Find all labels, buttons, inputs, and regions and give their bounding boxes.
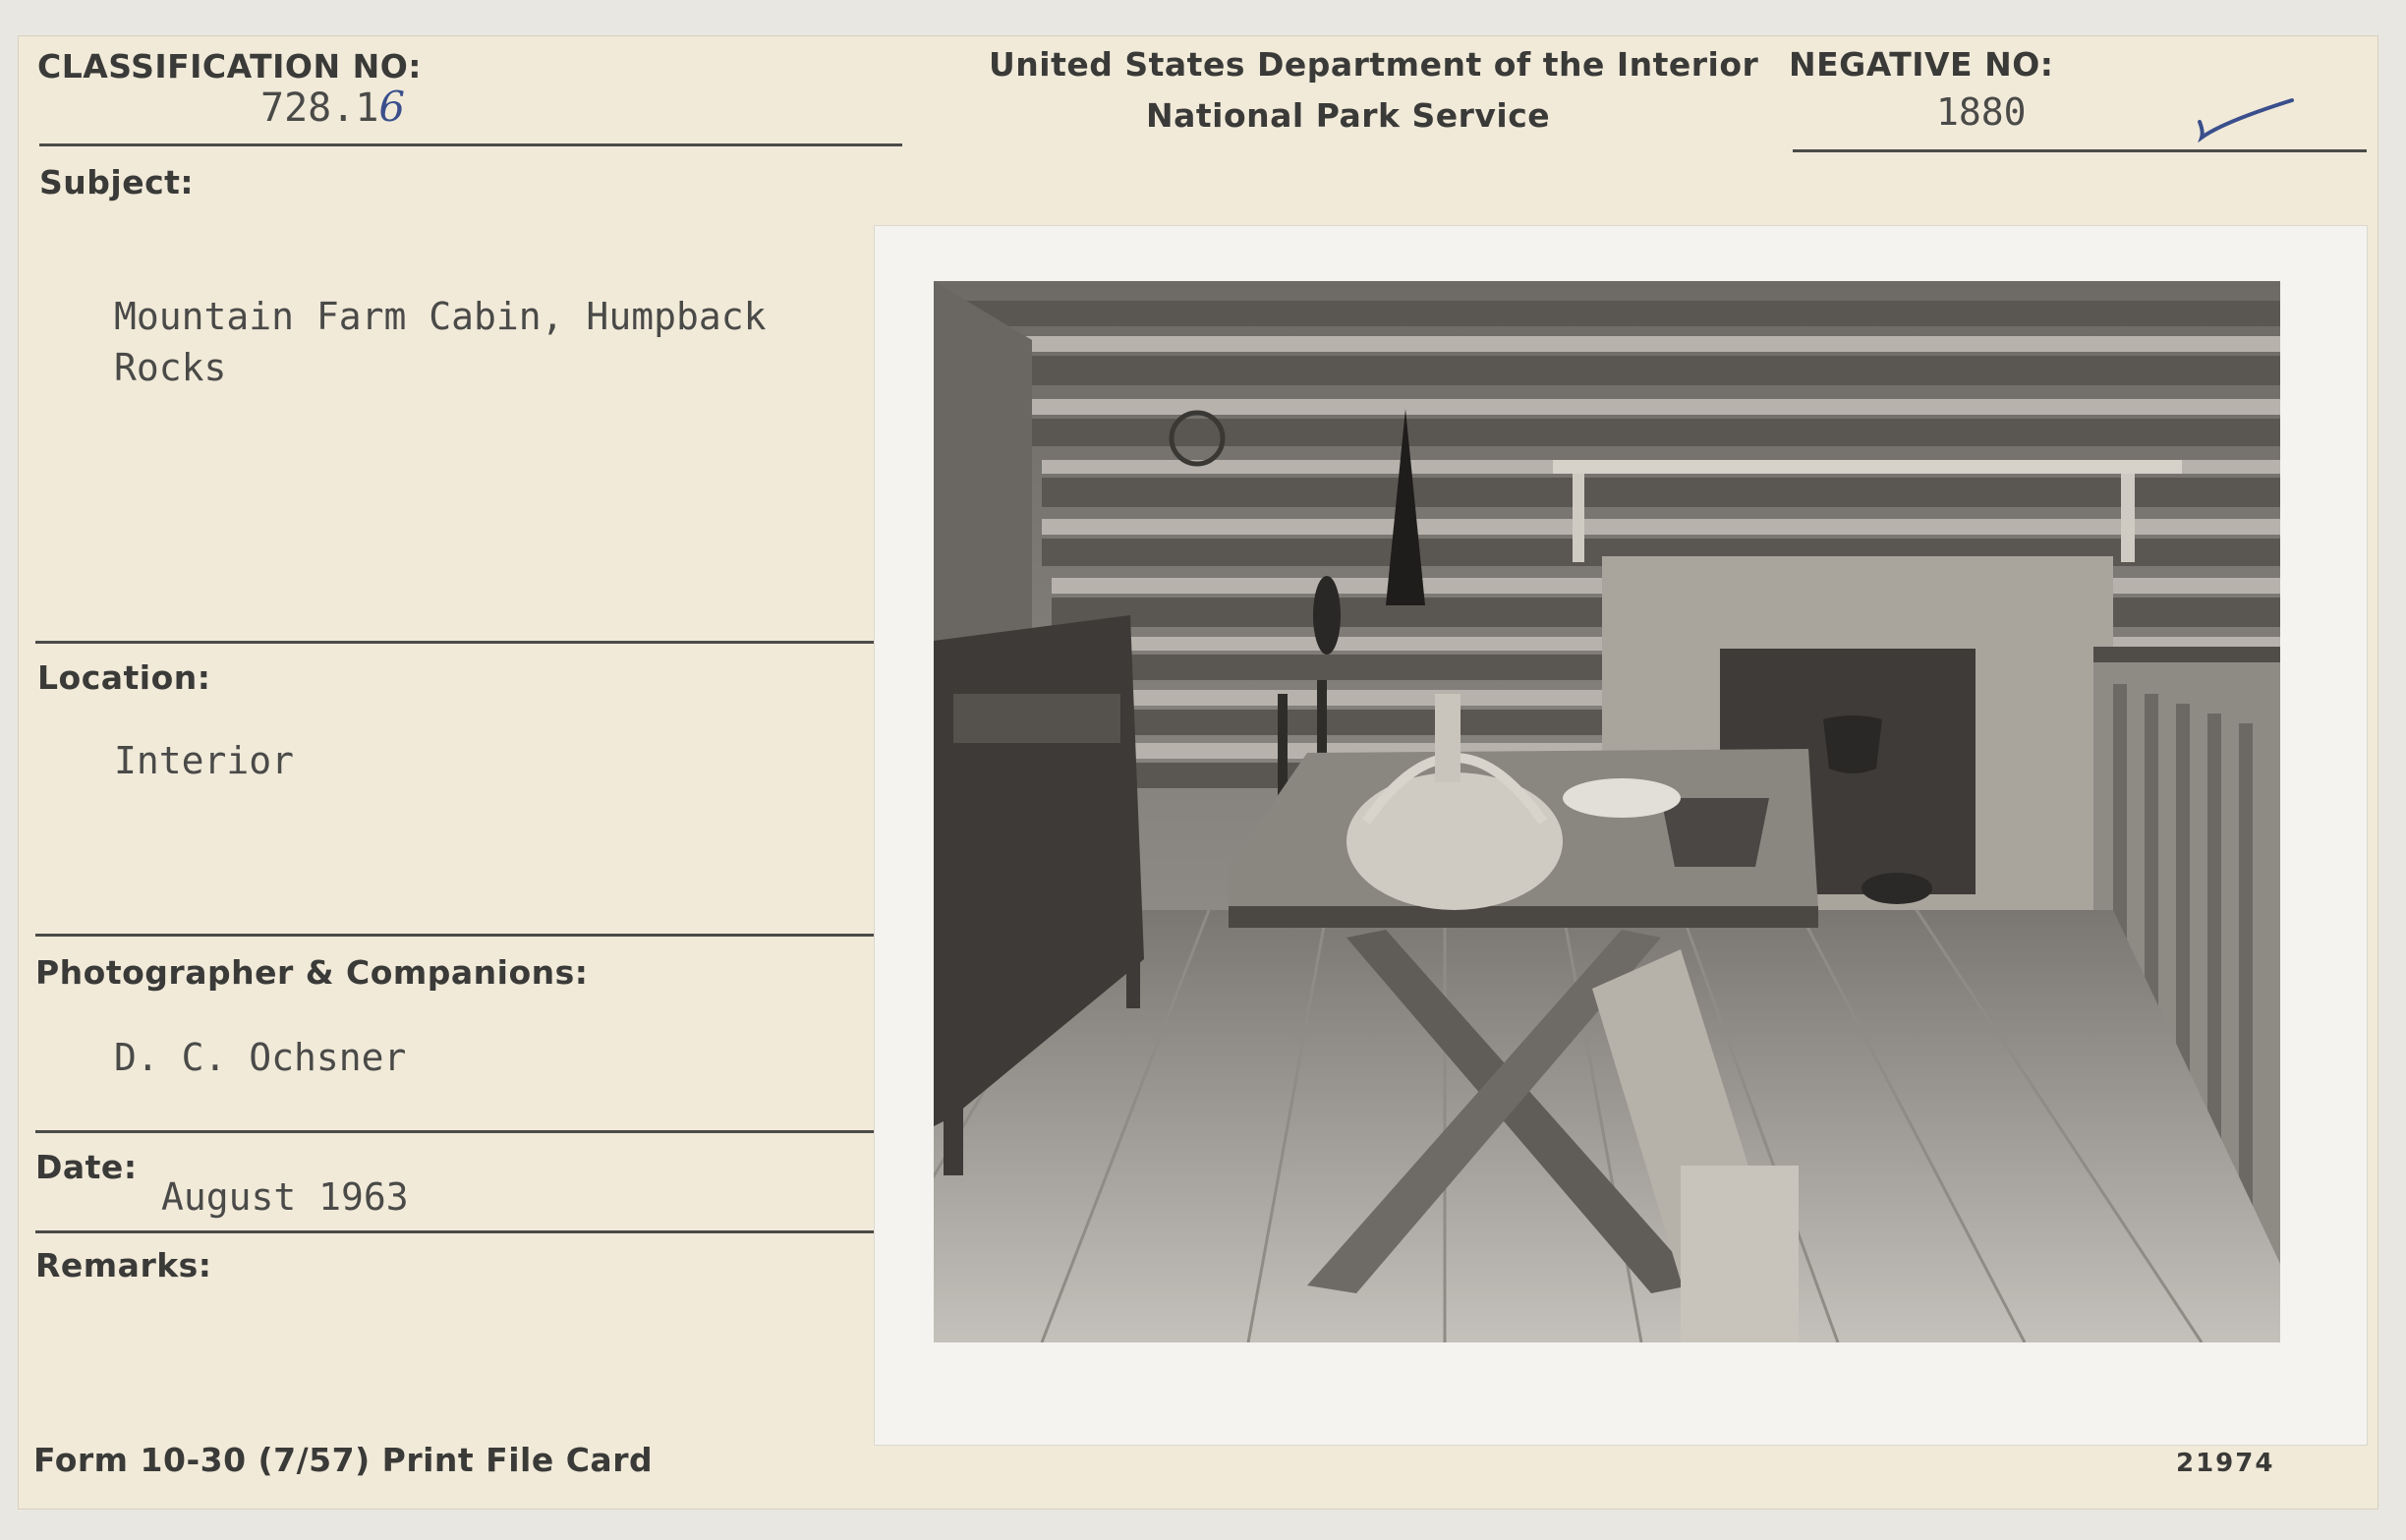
location-label: Location: <box>37 658 211 697</box>
remarks-label: Remarks: <box>35 1246 212 1284</box>
date-value: August 1963 <box>161 1175 409 1219</box>
cabin-interior-illustration <box>934 281 2280 1342</box>
form-label: Form 10-30 (7/57) Print File Card <box>33 1441 654 1479</box>
classification-typed: 728.1 <box>260 86 379 131</box>
check-mark-icon <box>2194 92 2312 151</box>
location-divider <box>35 934 894 937</box>
photo-mount <box>875 226 2367 1445</box>
date-label: Date: <box>35 1148 138 1186</box>
photographer-label: Photographer & Companions: <box>35 953 589 992</box>
classification-handwritten-digit: 6 <box>378 83 406 131</box>
agency-line-1: United States Department of the Interior <box>989 45 1759 84</box>
subject-line-1: Mountain Farm Cabin, Humpback <box>114 295 767 338</box>
print-file-card <box>18 35 2378 1510</box>
location-value: Interior <box>114 739 295 782</box>
cabin-interior-photo <box>934 281 2280 1342</box>
classification-label: CLASSIFICATION NO: <box>37 47 422 86</box>
date-divider <box>35 1230 894 1233</box>
subject-line-2: Rocks <box>114 346 227 389</box>
classification-underline <box>39 143 902 146</box>
photographer-value: D. C. Ochsner <box>114 1036 407 1079</box>
subject-divider <box>35 641 894 644</box>
card-number: 21974 <box>2176 1449 2275 1478</box>
negative-label: NEGATIVE NO: <box>1789 45 2054 84</box>
agency-line-2: National Park Service <box>1146 96 1551 135</box>
negative-underline <box>1793 149 2367 152</box>
negative-value: 1880 <box>1936 90 2027 134</box>
subject-label: Subject: <box>39 163 195 201</box>
photographer-divider <box>35 1130 894 1133</box>
classification-value <box>260 83 405 131</box>
